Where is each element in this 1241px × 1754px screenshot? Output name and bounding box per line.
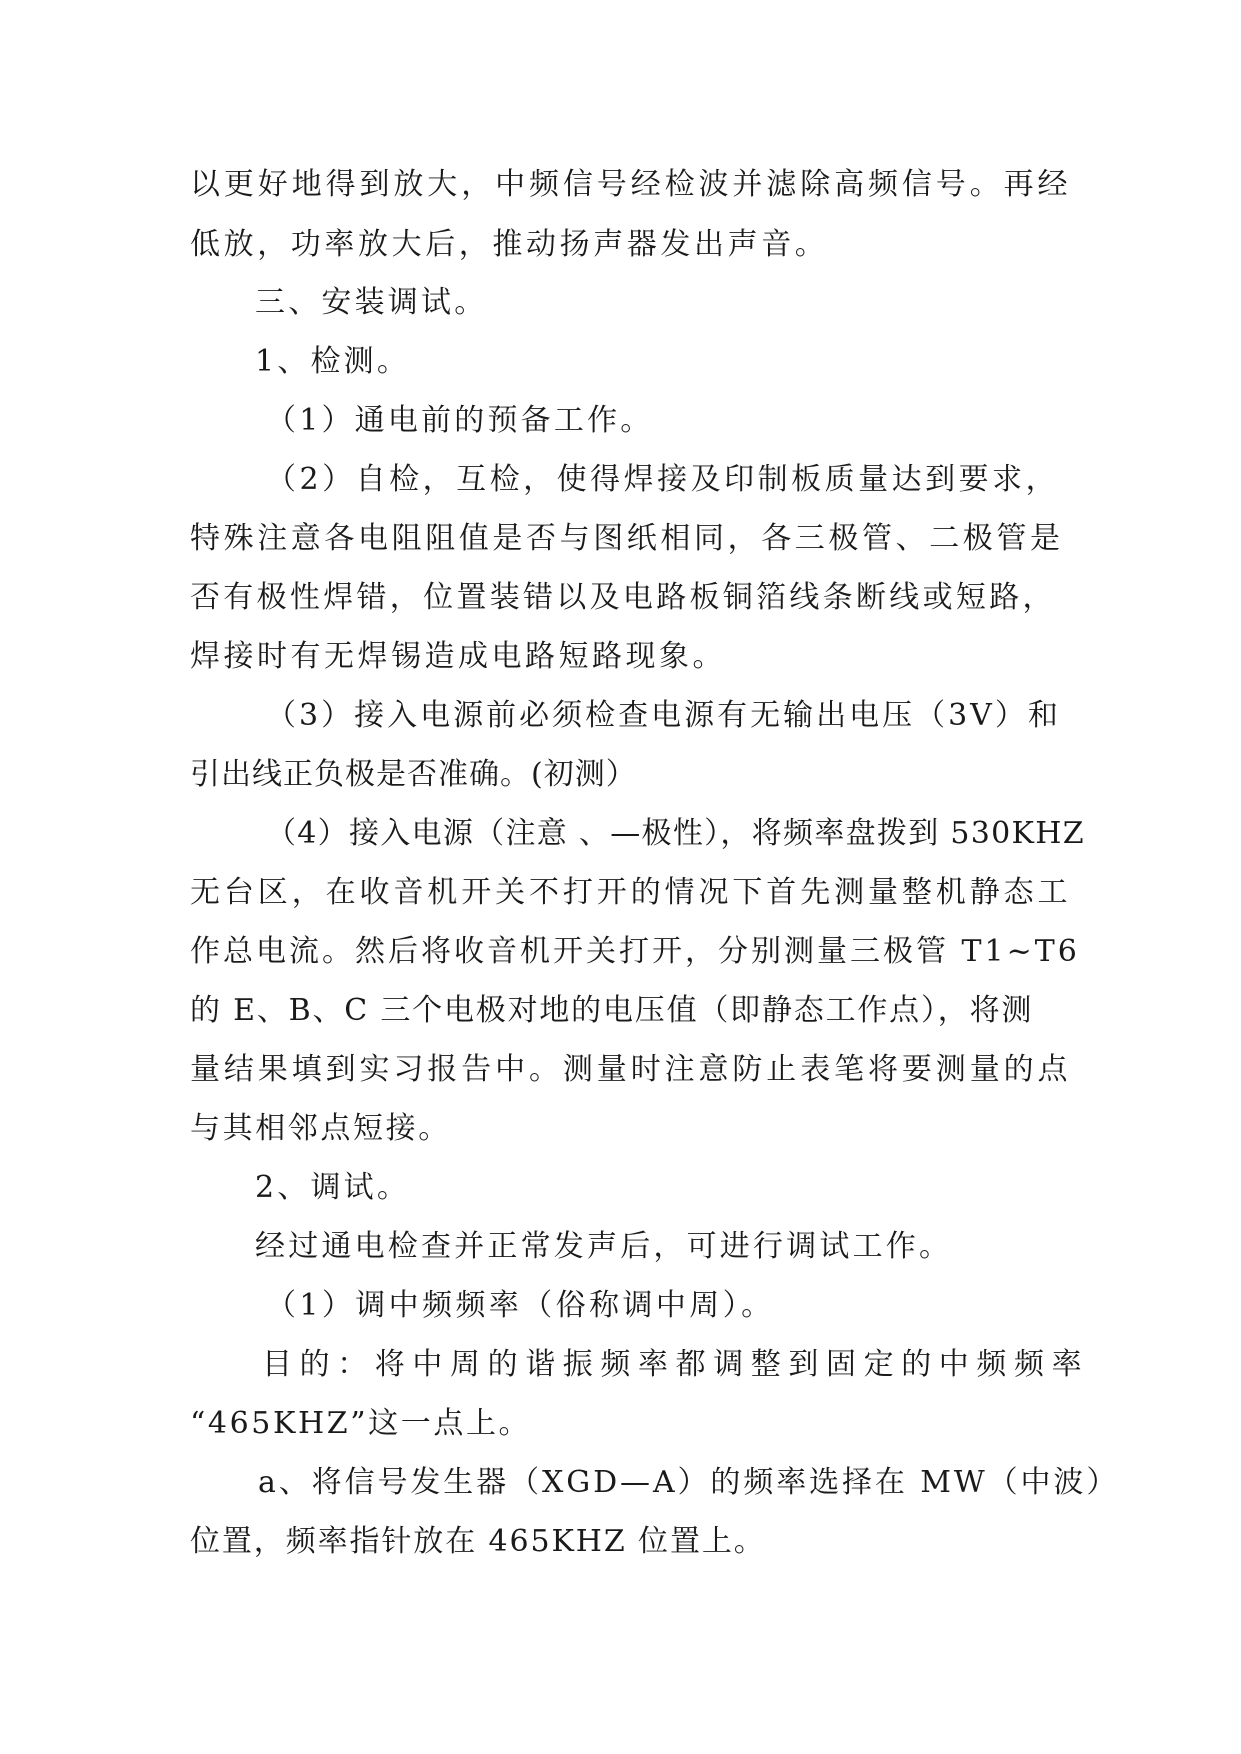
paragraph-line: 无台区，在收音机开关不打开的情况下首先测量整机静态工 (190, 875, 1072, 910)
paragraph-line: 焊接时有无焊锡造成电路短路现象。 (190, 639, 726, 674)
paragraph-line: 引出线正负极是否准确。(初测） (190, 757, 637, 792)
paragraph-line: 以更好地得到放大，中频信号经检波并滤除高频信号。再经 (190, 167, 1072, 202)
paragraph-line: 特殊注意各电阻阻值是否与图纸相同，各三极管、二极管是 (190, 521, 1064, 556)
list-item: （2）自检，互检，使得焊接及印制板质量达到要求， (266, 462, 1060, 497)
list-item: （1）通电前的预备工作。 (266, 403, 654, 438)
paragraph-line: 低放，功率放大后，推动扬声器发出声音。 (190, 227, 829, 262)
paragraph-line: 的 E、B、C 三个电极对地的电压值（即静态工作点），将测 (190, 993, 1034, 1028)
section-heading: 三、安装调试。 (255, 285, 488, 320)
list-item: （1）调中频频率（俗称调中周）。 (266, 1288, 775, 1323)
subsection-heading: 2、调试。 (255, 1170, 411, 1205)
paragraph-line: 量结果填到实习报告中。测量时注意防止表笔将要测量的点 (190, 1052, 1072, 1087)
list-item: a、将信号发生器（XGD—A）的频率选择在 MW（中波） (258, 1465, 1120, 1500)
paragraph-line: 否有极性焊错，位置装错以及电路板铜箔线条断线或短路， (190, 580, 1056, 615)
paragraph-line: “465KHZ”这一点上。 (190, 1406, 532, 1441)
list-item: （4）接入电源（注意 、—极性），将频率盘拨到 530KHZ (266, 816, 1085, 851)
subsection-heading: 1、检测。 (255, 344, 411, 379)
paragraph-line: 作总电流。然后将收音机开关打开，分别测量三极管 T1~T6 (190, 934, 1080, 969)
paragraph-line: 位置，频率指针放在 465KHZ 位置上。 (190, 1524, 766, 1559)
paragraph-line: 目的：将中周的谐振频率都调整到固定的中频频率 (262, 1347, 1090, 1382)
paragraph-line: 经过通电检查并正常发声后，可进行调试工作。 (255, 1229, 953, 1264)
paragraph-line: 与其相邻点短接。 (190, 1111, 451, 1146)
list-item: （3）接入电源前必须检查电源有无输出电压（3V）和 (266, 698, 1061, 733)
